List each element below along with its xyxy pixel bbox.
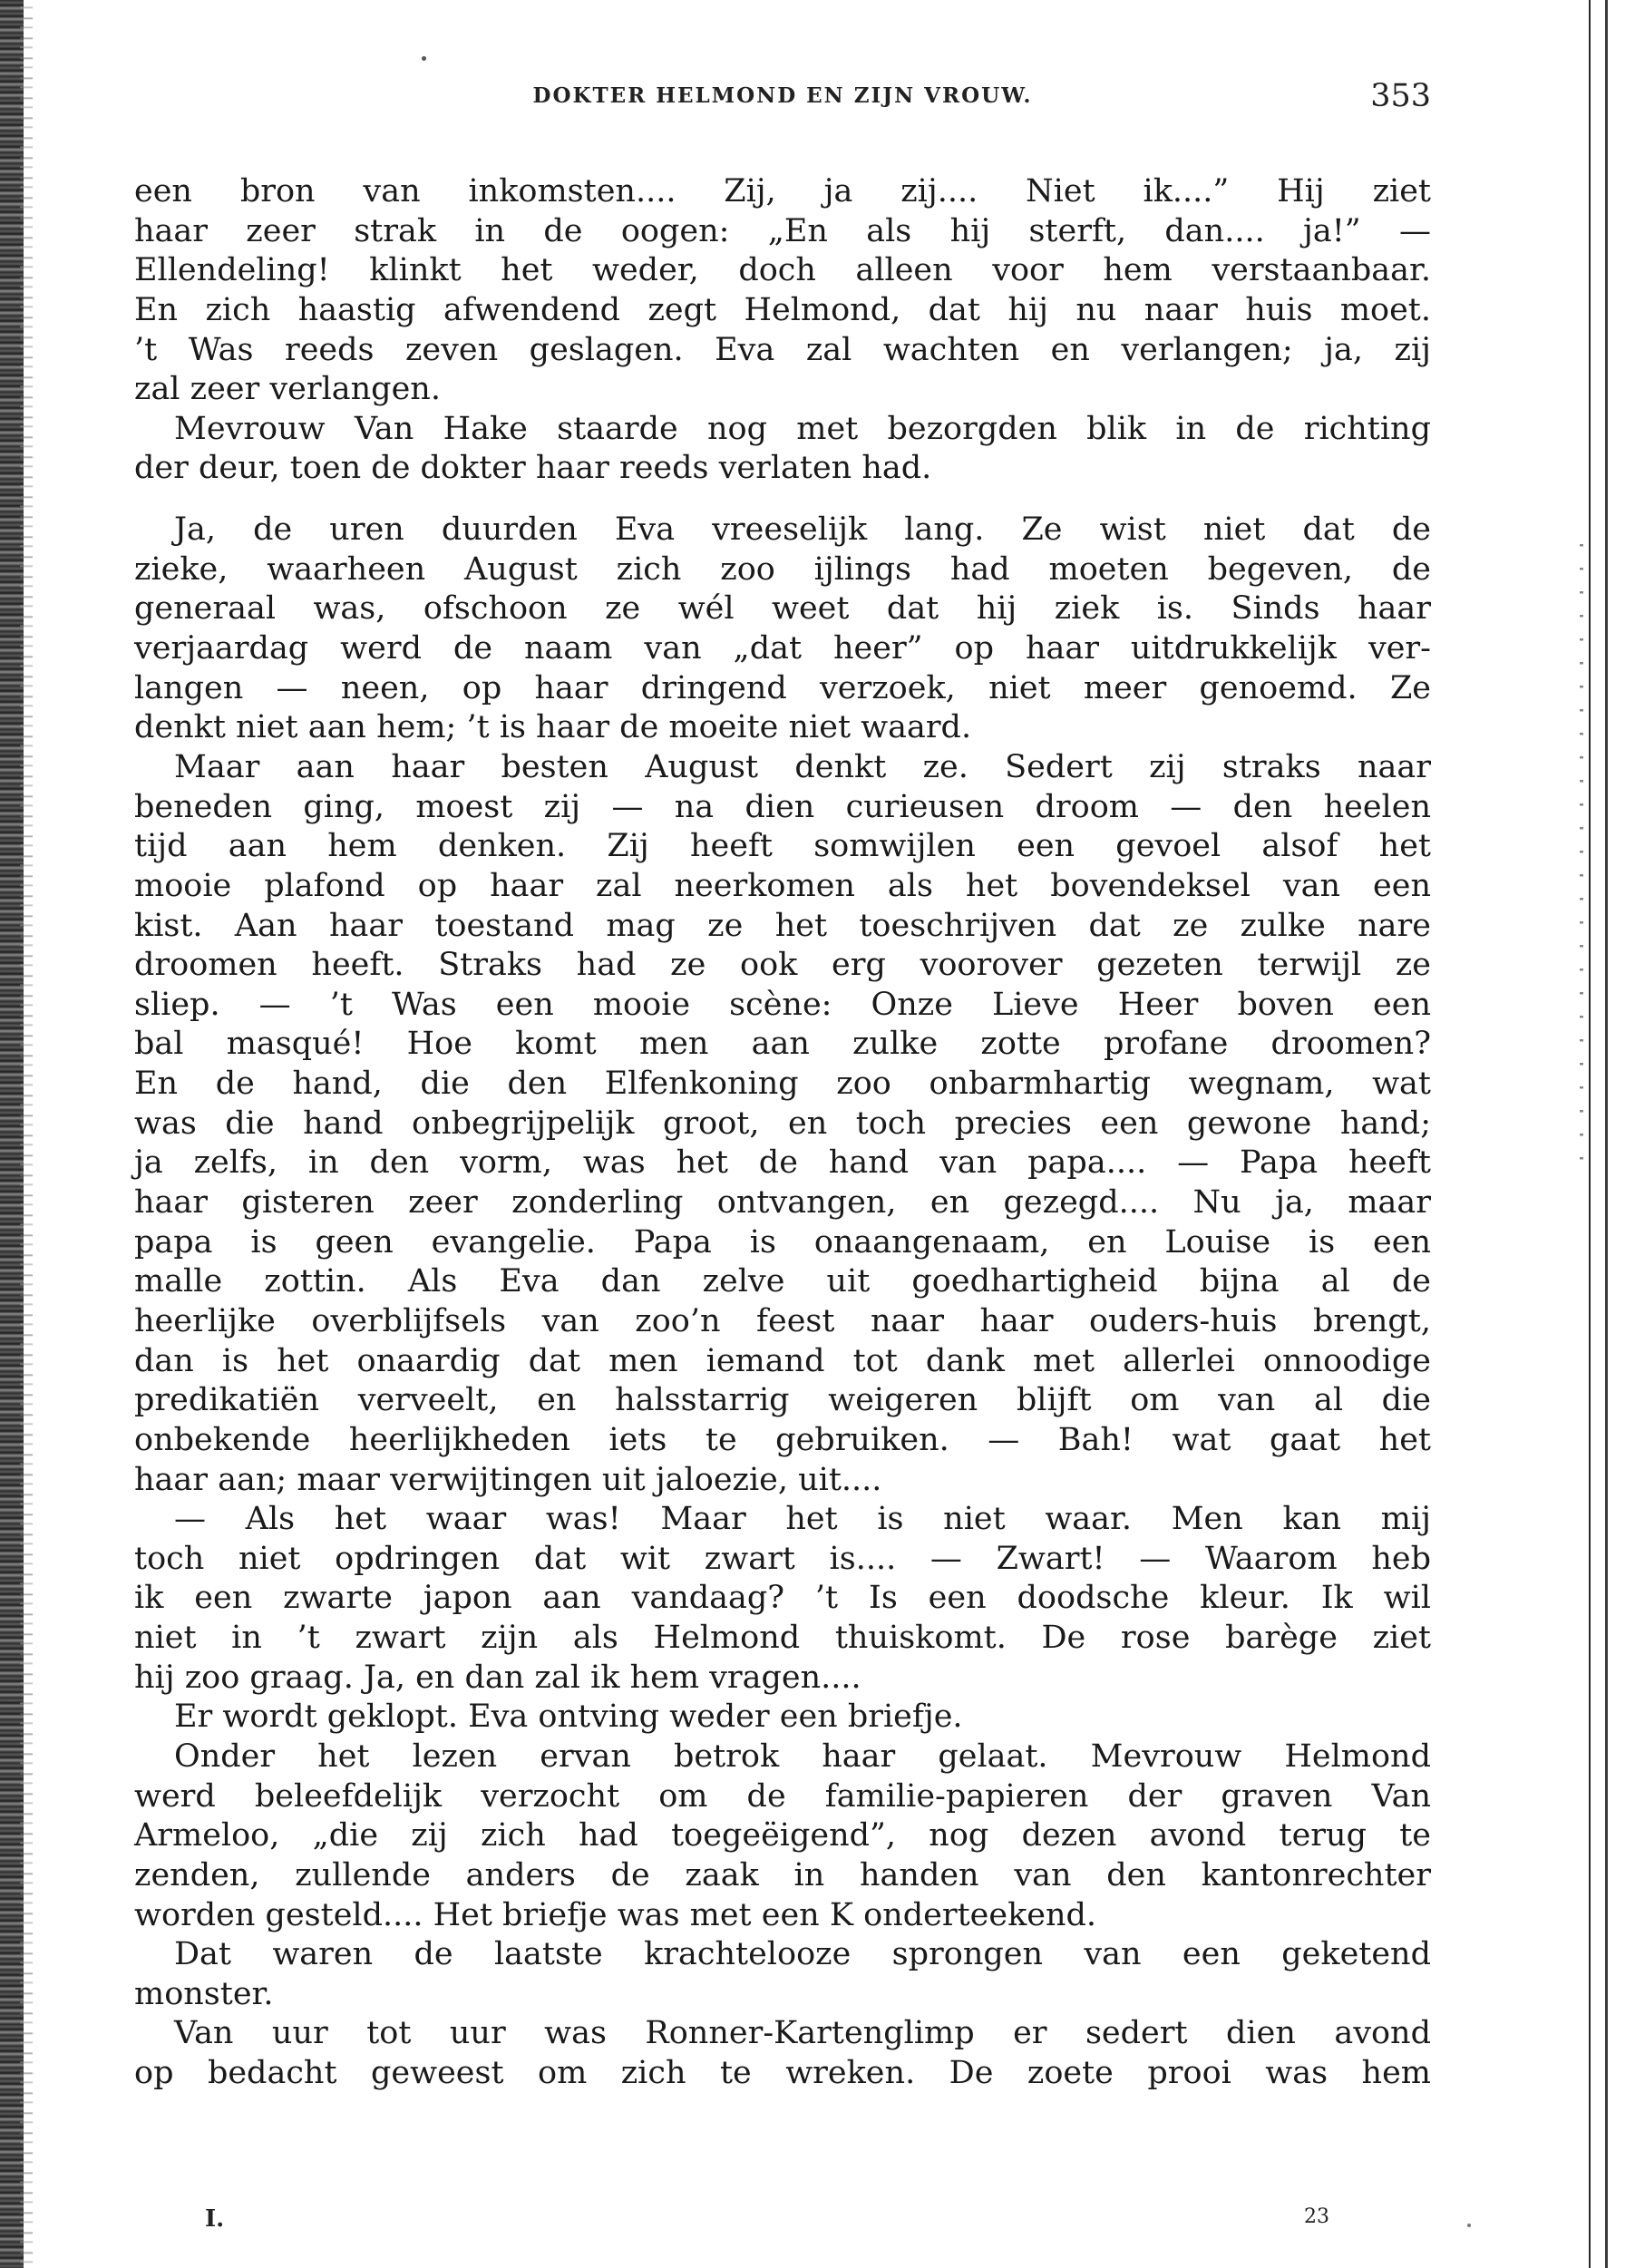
text-line: papa is geen evangelie. Papa is onaangenaam, en Louise is een xyxy=(134,1223,1431,1261)
page-footer xyxy=(134,2205,1431,2242)
text-line: mooie plafond op haar zal neerkomen als het bovendeksel van een xyxy=(134,867,1431,904)
text-line: En de hand, die den Elfenkoning zoo onbarmhartig wegnam, wat xyxy=(134,1066,1431,1103)
text-line: heerlijke overblijfsels van zoo’n feest naar haar ouders-huis brengt, xyxy=(134,1302,1431,1339)
text-line: Onder het lezen ervan betrok haar gelaat. Mevrouw Helmond xyxy=(174,1738,1431,1775)
text-line: werd beleefdelijk verzocht om de familie-papieren der graven Van xyxy=(134,1777,1431,1815)
text-line: Mevrouw Van Hake staarde nog met bezorgden blik in de richting xyxy=(174,410,1431,447)
body-text xyxy=(134,172,1431,2094)
print-speck xyxy=(1467,2224,1471,2227)
text-line: een bron van inkomsten.... Zij, ja zij.... Niet ik....” Hij ziet xyxy=(134,173,1431,209)
text-line: Maar aan haar besten August denkt ze. Sedert zij straks naar xyxy=(174,748,1431,785)
text-line: bal masqué! Hoe komt men aan zulke zotte profane droomen? xyxy=(134,1026,1431,1063)
text-line: langen — neen, op haar dringend verzoek, niet meer genoemd. Ze xyxy=(134,669,1431,706)
text-line: Er wordt geklopt. Eva ontving weder een briefje. xyxy=(174,1699,963,1736)
page-header xyxy=(134,78,1431,123)
page-right-edge-dots xyxy=(1580,544,1583,1179)
text-line: Dat waren de laatste krachtelooze sprongen van een geketend xyxy=(174,1936,1431,1973)
text-line: zenden, zullende anders de zaak in handen van den kantonrechter xyxy=(134,1856,1431,1893)
text-line: onbekende heerlijkheden iets te gebruiken. — Bah! wat gaat het xyxy=(134,1421,1431,1458)
page-number: 353 xyxy=(1370,78,1431,114)
text-line: haar aan; maar verwijtingen uit jaloezie, uit.... xyxy=(134,1461,882,1498)
text-line: worden gesteld.... Het briefje was met een K onderteekend. xyxy=(134,1896,1097,1933)
text-line: toch niet opdringen dat wit zwart is.... — Zwart! — Waarom heb xyxy=(134,1540,1431,1577)
text-line: Ellendeling! klinkt het weder, doch alleen voor hem verstaanbaar. xyxy=(134,252,1431,289)
page-binding-shadow xyxy=(20,0,33,2268)
text-line: op bedacht geweest om zich te wreken. De zoete prooi was hem xyxy=(134,2055,1431,2092)
text-line: predikatiën verveelt, en halsstarrig weigeren blijft om van al die xyxy=(134,1382,1431,1419)
text-line: verjaardag werd de naam van „dat heer” op haar uitdrukkelijk ver- xyxy=(134,630,1431,667)
sheet-number: 23 xyxy=(1304,2205,1329,2228)
text-line: haar zeer strak in de oogen: „En als hij sterft, dan.... ja!” — xyxy=(134,212,1431,249)
text-line: ik een zwarte japon aan vandaag? ’t Is een doodsche kleur. Ik wil xyxy=(134,1580,1431,1617)
text-line: denkt niet aan hem; ’t is haar de moeite niet waard. xyxy=(134,709,972,746)
running-title: DOKTER HELMOND EN ZIJN VROUW. xyxy=(532,83,1033,108)
text-line: droomen heeft. Straks had ze ook erg voorover gezeten terwijl ze xyxy=(134,947,1431,984)
text-line: Armeloo, „die zij zich had toegeëigend”, nog dezen avond terug te xyxy=(134,1817,1431,1854)
text-line: kist. Aan haar toestand mag ze het toeschrijven dat ze zulke nare xyxy=(134,907,1431,944)
text-line: der deur, toen de dokter haar reeds verlaten had. xyxy=(134,450,932,487)
text-line: zal zeer verlangen. xyxy=(134,371,441,408)
text-line: dan is het onaardig dat men iemand tot dank met allerlei onnoodige xyxy=(134,1342,1431,1379)
text-line: tijd aan hem denken. Zij heeft somwijlen een gevoel alsof het xyxy=(134,828,1431,865)
text-line: monster. xyxy=(134,1975,274,2012)
text-line: malle zottin. Als Eva dan zelve uit goedhartigheid bijna al de xyxy=(134,1263,1431,1300)
text-line: Ja, de uren duurden Eva vreeselijk lang. Ze wist niet dat de xyxy=(174,511,1431,549)
text-line: zieke, waarheen August zich zoo ijlings had moeten begeven, de xyxy=(134,550,1431,588)
page-right-edge-line-outer xyxy=(1605,0,1608,2268)
text-line: ’t Was reeds zeven geslagen. Eva zal wachten en verlangen; ja, zij xyxy=(134,331,1431,368)
text-line: sliep. — ’t Was een mooie scène: Onze Lieve Heer boven een xyxy=(134,986,1431,1023)
print-speck xyxy=(422,56,426,61)
signature-mark: I. xyxy=(205,2205,225,2233)
text-line: beneden ging, moest zij — na dien curieusen droom — den heelen xyxy=(134,788,1431,825)
text-line: Van uur tot uur was Ronner-Kartenglimp er sedert dien avond xyxy=(174,2015,1431,2052)
text-line: generaal was, ofschoon ze wél weet dat hij ziek is. Sinds haar xyxy=(134,590,1431,628)
text-line: ja zelfs, in den vorm, was het de hand van papa.... — Papa heeft xyxy=(134,1144,1431,1182)
text-line: hij zoo graag. Ja, en dan zal ik hem vragen.... xyxy=(134,1659,861,1696)
page-right-edge-line xyxy=(1589,0,1591,2268)
text-line: En zich haastig afwendend zegt Helmond, dat hij nu naar huis moet. xyxy=(134,291,1431,328)
text-line: niet in ’t zwart zijn als Helmond thuiskomt. De rose barège ziet xyxy=(134,1620,1431,1657)
text-line: — Als het waar was! Maar het is niet waar. Men kan mij xyxy=(174,1501,1431,1538)
text-line: was die hand onbegrijpelijk groot, en toch precies een gewone hand; xyxy=(134,1105,1431,1142)
text-line: haar gisteren zeer zonderling ontvangen, en gezegd.... Nu ja, maar xyxy=(134,1184,1431,1222)
